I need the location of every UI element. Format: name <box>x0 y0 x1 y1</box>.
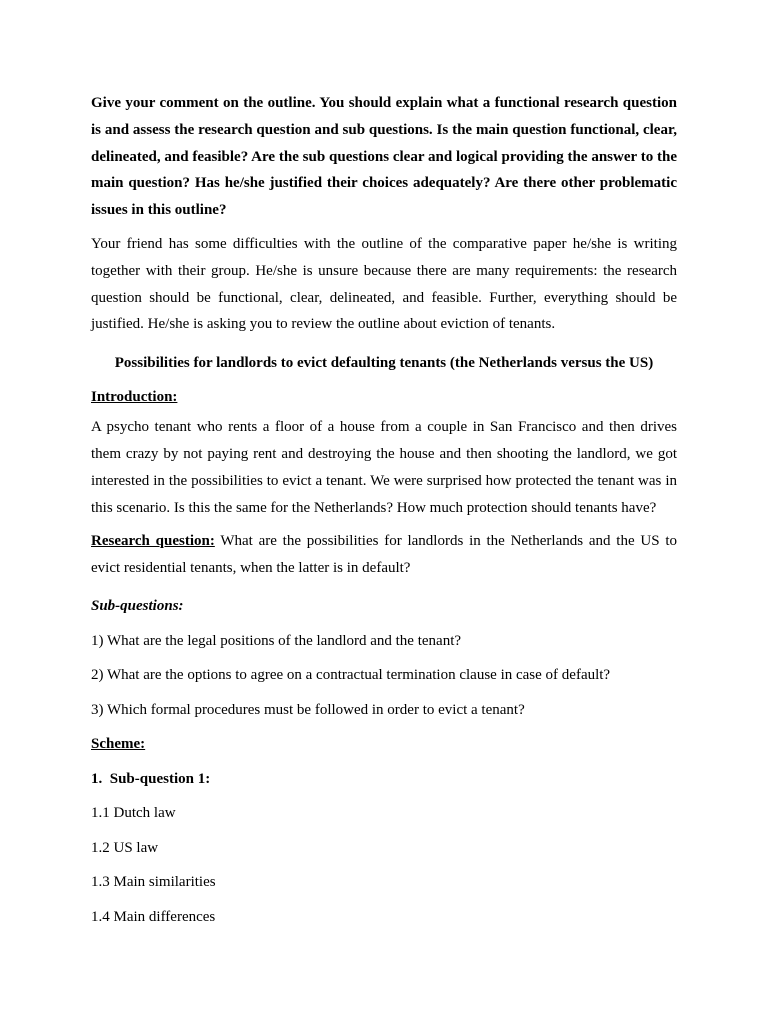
assignment-prompt: Give your comment on the outline. You should explain what a functional research question is and assess the research question and sub questions. Is the main question functional, clear, delineated, and feasible? Are the sub questions clear and logical providing the answer to the main question? Has he/she justified their choices adequately? Are there other problematic issues in this outline? <box>91 95 677 219</box>
scheme-heading-label: Scheme: <box>91 736 146 753</box>
sub-question-item: 3) Which formal procedures must be followed in order to evict a tenant? <box>91 701 525 718</box>
scheme-section-title: Sub-question 1: <box>109 770 211 787</box>
document-page <box>91 90 677 927</box>
scheme-heading <box>91 734 677 754</box>
outline-title: Possibilities for landlords to evict defaulting tenants (the Netherlands versus the US) <box>114 354 654 371</box>
scheme-item: 1.1 Dutch law <box>91 805 176 822</box>
research-question-text: What are the possibilities for landlords in the Netherlands and the US to evict residential tenants, when the latter is in default? <box>91 533 677 577</box>
research-question-label: Research question: <box>91 533 215 550</box>
scheme-section-number: 1. <box>91 770 103 787</box>
assignment-context: Your friend has some difficulties with the outline of the comparative paper he/she is writing together with their group. He/she is unsure because there are many requirements: the research question should be functional, clear, delineated, and feasible. Further, everything should be justified. He/she is asking you to review the outline about eviction of tenants. <box>91 235 677 333</box>
scheme-item: 1.3 Main similarities <box>91 874 216 891</box>
introduction-heading <box>91 387 677 407</box>
scheme-item: 1.4 Main differences <box>91 908 216 925</box>
scheme-item: 1.2 US law <box>91 839 159 856</box>
scheme-section-heading <box>91 769 677 789</box>
sub-question-item: 2) What are the options to agree on a contractual termination clause in case of default? <box>91 667 611 684</box>
sub-questions-heading-label: Sub-questions: <box>91 598 184 615</box>
sub-question-item: 1) What are the legal positions of the landlord and the tenant? <box>91 632 462 649</box>
introduction-text: A psycho tenant who rents a floor of a house from a couple in San Francisco and then drives them crazy by not paying rent and destroying the house and then shooting the landlord, we got interested in the possibilities to evict a tenant. We were surprised how protected the tenant was in this scenario. Is this the same for the Netherlands? How much protection should tenants have? <box>91 419 677 516</box>
research-question <box>91 528 677 582</box>
sub-questions-heading <box>91 596 677 616</box>
introduction-heading-label: Introduction: <box>91 389 178 406</box>
